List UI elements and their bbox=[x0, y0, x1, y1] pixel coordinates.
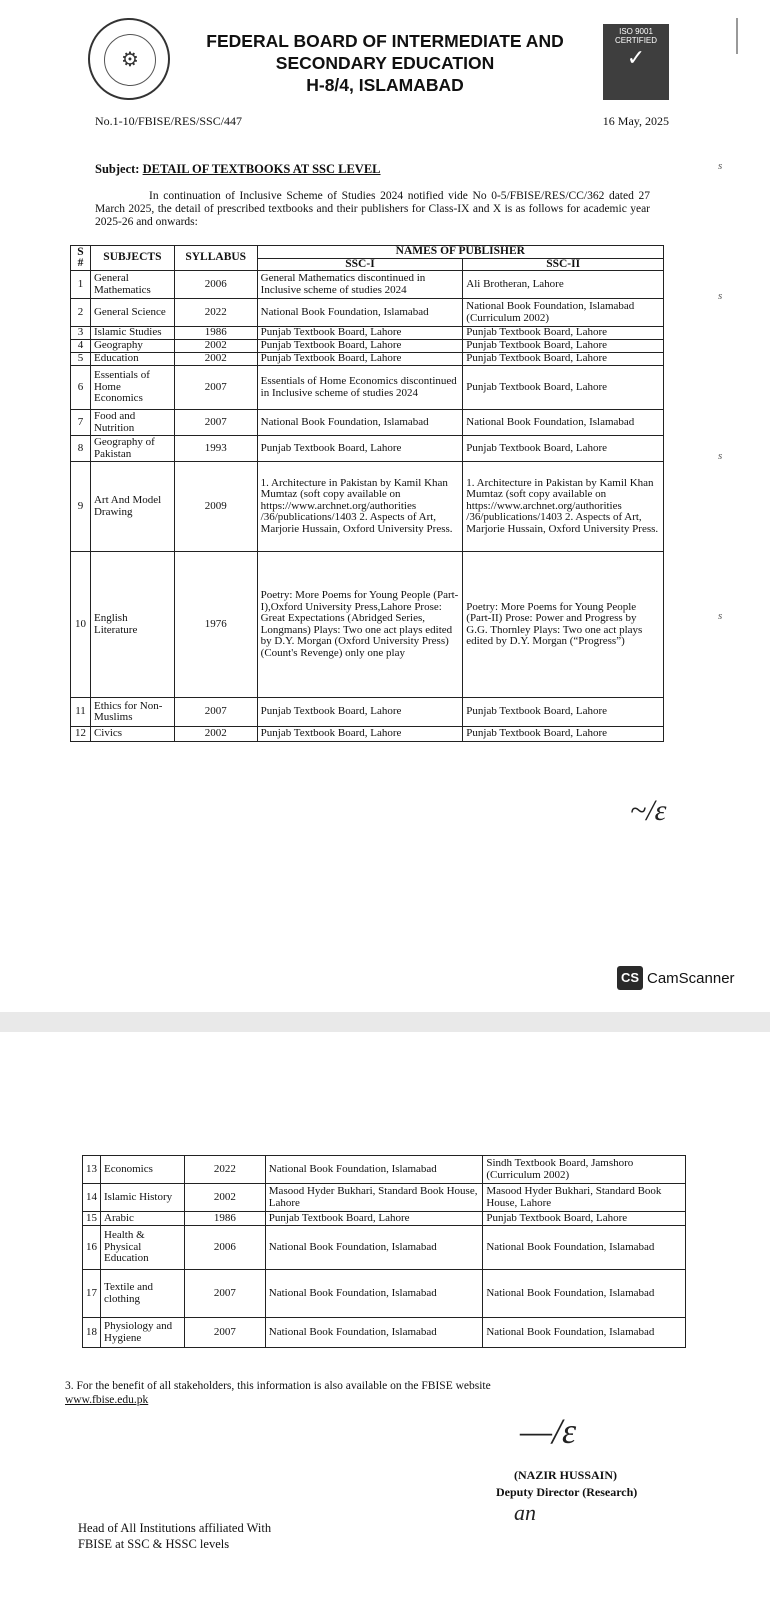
cell-sno: 8 bbox=[71, 436, 91, 462]
table-row bbox=[71, 410, 664, 436]
cell-ssc2: National Book Foundation, Islamabad bbox=[483, 1318, 686, 1348]
cell-subject: Islamic Studies bbox=[90, 327, 174, 340]
cell-ssc1: Punjab Textbook Board, Lahore bbox=[265, 1212, 483, 1226]
cell-ssc1: Punjab Textbook Board, Lahore bbox=[257, 340, 463, 353]
table-row bbox=[71, 552, 664, 698]
header-ssc1: SSC-I bbox=[257, 258, 463, 271]
logo-emblem-icon bbox=[104, 34, 156, 86]
cell-ssc2: Punjab Textbook Board, Lahore bbox=[463, 327, 664, 340]
cell-syllabus: 2006 bbox=[184, 1226, 265, 1270]
cell-ssc1: Masood Hyder Bukhari, Standard Book House, Lahore bbox=[265, 1184, 483, 1212]
cell-sno: 14 bbox=[83, 1184, 101, 1212]
cell-subject: English Literature bbox=[90, 552, 174, 698]
subject-text: DETAIL OF TEXTBOOKS AT SSC LEVEL bbox=[142, 162, 381, 176]
org-name-line2: SECONDARY EDUCATION bbox=[275, 53, 495, 73]
cell-subject: Islamic History bbox=[101, 1184, 185, 1212]
cell-subject: General Mathematics bbox=[90, 271, 174, 299]
cell-syllabus: 2009 bbox=[174, 462, 257, 552]
addressee-line2: FBISE at SSC & HSSC levels bbox=[78, 1537, 230, 1551]
margin-mark: s bbox=[718, 290, 723, 302]
iso-label: ISO 9001 CERTIFIED bbox=[614, 27, 658, 45]
cell-syllabus: 2006 bbox=[174, 271, 257, 299]
table-row bbox=[71, 462, 664, 552]
cell-ssc1: National Book Foundation, Islamabad bbox=[265, 1270, 483, 1318]
camscanner-logo-icon: CS bbox=[617, 966, 643, 990]
cell-sno: 11 bbox=[71, 698, 91, 727]
cell-ssc1: General Mathematics discontinued in Inclusive scheme of studies 2024 bbox=[257, 271, 463, 299]
signatory-name: (NAZIR HUSSAIN) bbox=[514, 1468, 618, 1482]
table-row bbox=[83, 1318, 686, 1348]
header-subjects: SUBJECTS bbox=[90, 246, 174, 271]
margin-mark: s bbox=[718, 610, 723, 622]
cell-syllabus: 2022 bbox=[174, 299, 257, 327]
initials-mark: an bbox=[514, 1500, 536, 1525]
addressee bbox=[78, 1520, 271, 1552]
cell-ssc2: Punjab Textbook Board, Lahore bbox=[483, 1212, 686, 1226]
cell-sno: 17 bbox=[83, 1270, 101, 1318]
cell-sno: 12 bbox=[71, 727, 91, 742]
cell-syllabus: 2022 bbox=[184, 1156, 265, 1184]
cell-syllabus: 2002 bbox=[174, 353, 257, 366]
margin-mark: s bbox=[718, 450, 723, 462]
cell-syllabus: 1976 bbox=[174, 552, 257, 698]
cell-ssc1: National Book Foundation, Islamabad bbox=[257, 299, 463, 327]
cell-ssc2: Punjab Textbook Board, Lahore bbox=[463, 436, 664, 462]
cell-sno: 5 bbox=[71, 353, 91, 366]
subject-line bbox=[95, 162, 381, 177]
cell-subject: Food and Nutrition bbox=[90, 410, 174, 436]
check-icon: ✓ bbox=[626, 45, 646, 70]
table-row bbox=[71, 327, 664, 340]
initials-signature: ~/ɛ bbox=[630, 794, 667, 827]
cell-subject: Ethics for Non-Muslims bbox=[90, 698, 174, 727]
cell-sno: 7 bbox=[71, 410, 91, 436]
signature: —/ɛ bbox=[520, 1411, 577, 1451]
cell-subject: Education bbox=[90, 353, 174, 366]
book-icon: ⚙ bbox=[121, 49, 139, 71]
cell-ssc1: National Book Foundation, Islamabad bbox=[265, 1318, 483, 1348]
cell-ssc2: Ali Brotheran, Lahore bbox=[463, 271, 664, 299]
cell-sno: 2 bbox=[71, 299, 91, 327]
cell-ssc2: National Book Foundation, Islamabad (Curriculum 2002) bbox=[463, 299, 664, 327]
cell-ssc1: Punjab Textbook Board, Lahore bbox=[257, 727, 463, 742]
cell-ssc2: National Book Foundation, Islamabad bbox=[483, 1226, 686, 1270]
cell-ssc1: Punjab Textbook Board, Lahore bbox=[257, 698, 463, 727]
cell-sno: 18 bbox=[83, 1318, 101, 1348]
subject-label: Subject: bbox=[95, 162, 140, 176]
letter-date: 16 May, 2025 bbox=[602, 114, 669, 128]
cell-sno: 9 bbox=[71, 462, 91, 552]
cell-syllabus: 2007 bbox=[174, 366, 257, 410]
cell-subject: Health & Physical Education bbox=[101, 1226, 185, 1270]
cell-ssc1: 1. Architecture in Pakistan by Kamil Khan Mumtaz (soft copy available on https://www.archnet.org/authorities /36/publications/1403 2. Aspects of Art, Marjorie Hussain, Oxford University Press. bbox=[257, 462, 463, 552]
cell-syllabus: 2007 bbox=[174, 410, 257, 436]
header-publishers: NAMES OF PUBLISHER bbox=[257, 246, 663, 259]
org-address: H-8/4, ISLAMABAD bbox=[306, 75, 464, 95]
table-row bbox=[83, 1156, 686, 1184]
cell-sno: 1 bbox=[71, 271, 91, 299]
cell-subject: Arabic bbox=[101, 1212, 185, 1226]
cell-syllabus: 1986 bbox=[184, 1212, 265, 1226]
table-row bbox=[83, 1226, 686, 1270]
scan-edge-line bbox=[736, 18, 738, 54]
header-sno: S # bbox=[71, 246, 91, 271]
cell-ssc2: Punjab Textbook Board, Lahore bbox=[463, 353, 664, 366]
camscanner-label: CamScanner bbox=[647, 969, 735, 987]
table-row bbox=[71, 698, 664, 727]
table-row bbox=[71, 299, 664, 327]
cell-sno: 4 bbox=[71, 340, 91, 353]
cell-ssc2: Sindh Textbook Board, Jamshoro (Curriculum 2002) bbox=[483, 1156, 686, 1184]
cell-ssc1: National Book Foundation, Islamabad bbox=[257, 410, 463, 436]
cell-ssc1: Poetry: More Poems for Young People (Part-I),Oxford University Press,Lahore Prose: Great Expectations (Abridged Series, Longmans) Plays: Two one act plays edited by D.Y. Morgan (Oxford University Press) (Count's Revenge) only one play bbox=[257, 552, 463, 698]
cell-syllabus: 2002 bbox=[174, 340, 257, 353]
cell-sno: 3 bbox=[71, 327, 91, 340]
cell-ssc1: Punjab Textbook Board, Lahore bbox=[257, 353, 463, 366]
cell-subject: General Science bbox=[90, 299, 174, 327]
textbook-table-continued bbox=[82, 1155, 686, 1348]
table-row bbox=[83, 1184, 686, 1212]
cell-subject: Essentials of Home Economics bbox=[90, 366, 174, 410]
cell-subject: Textile and clothing bbox=[101, 1270, 185, 1318]
cell-ssc2: 1. Architecture in Pakistan by Kamil Khan Mumtaz (soft copy available on https://www.archnet.org/authorities /36/publications/1403 2. Aspects of Art, Marjorie Hussain, Oxford University Press. bbox=[463, 462, 664, 552]
camscanner-watermark bbox=[617, 966, 735, 990]
table-row bbox=[71, 727, 664, 742]
cell-ssc1: National Book Foundation, Islamabad bbox=[265, 1156, 483, 1184]
cell-ssc1: Punjab Textbook Board, Lahore bbox=[257, 327, 463, 340]
cell-subject: Geography of Pakistan bbox=[90, 436, 174, 462]
reference-number: No.1-10/FBISE/RES/SSC/447 bbox=[95, 114, 243, 128]
cell-sno: 13 bbox=[83, 1156, 101, 1184]
cell-syllabus: 2002 bbox=[184, 1184, 265, 1212]
cell-ssc2: Poetry: More Poems for Young People (Part-II) Prose: Power and Progress by G.G. Thornley Plays: Two one act plays edited by D.Y. Morgan (“Progress”) bbox=[463, 552, 664, 698]
header-ssc2: SSC-II bbox=[463, 258, 664, 271]
margin-mark: s bbox=[718, 160, 723, 172]
cell-sno: 16 bbox=[83, 1226, 101, 1270]
cell-subject: Civics bbox=[90, 727, 174, 742]
cell-subject: Art And Model Drawing bbox=[90, 462, 174, 552]
cell-syllabus: 2007 bbox=[174, 698, 257, 727]
cell-ssc2: Masood Hyder Bukhari, Standard Book House, Lahore bbox=[483, 1184, 686, 1212]
cell-syllabus: 1986 bbox=[174, 327, 257, 340]
table-row bbox=[71, 366, 664, 410]
cell-subject: Physiology and Hygiene bbox=[101, 1318, 185, 1348]
table-row bbox=[83, 1270, 686, 1318]
cell-syllabus: 2007 bbox=[184, 1270, 265, 1318]
table-body-continued bbox=[83, 1156, 686, 1348]
cell-ssc1: Essentials of Home Economics discontinued in Inclusive scheme of studies 2024 bbox=[257, 366, 463, 410]
cell-ssc2: National Book Foundation, Islamabad bbox=[463, 410, 664, 436]
iso-certified-badge bbox=[603, 24, 669, 100]
cell-sno: 10 bbox=[71, 552, 91, 698]
cell-ssc2: Punjab Textbook Board, Lahore bbox=[463, 366, 664, 410]
header-syllabus: SYLLABUS bbox=[174, 246, 257, 271]
org-name-line1: FEDERAL BOARD OF INTERMEDIATE AND bbox=[206, 31, 564, 51]
textbook-table bbox=[70, 245, 664, 742]
intro-paragraph: In continuation of Inclusive Scheme of Studies 2024 notified vide No 0-5/FBISE/RES/CC/362 dated 27 March 2025, the detail of prescribed textbooks and their publishers for Class-IX and X is as follows for academic year 2025-26 and onwards: bbox=[95, 190, 650, 228]
cell-syllabus: 1993 bbox=[174, 436, 257, 462]
table-body bbox=[71, 271, 664, 742]
cell-subject: Economics bbox=[101, 1156, 185, 1184]
cell-subject: Geography bbox=[90, 340, 174, 353]
cell-ssc1: National Book Foundation, Islamabad bbox=[265, 1226, 483, 1270]
table-row bbox=[71, 353, 664, 366]
cell-sno: 15 bbox=[83, 1212, 101, 1226]
cell-ssc2: National Book Foundation, Islamabad bbox=[483, 1270, 686, 1318]
table-row bbox=[71, 271, 664, 299]
table-row bbox=[83, 1212, 686, 1226]
website-link[interactable]: www.fbise.edu.pk bbox=[65, 1394, 149, 1406]
cell-sno: 6 bbox=[71, 366, 91, 410]
cell-ssc1: Punjab Textbook Board, Lahore bbox=[257, 436, 463, 462]
addressee-line1: Head of All Institutions affiliated With bbox=[78, 1521, 272, 1535]
table-row bbox=[71, 340, 664, 353]
cell-ssc2: Punjab Textbook Board, Lahore bbox=[463, 698, 664, 727]
cell-syllabus: 2002 bbox=[174, 727, 257, 742]
fbise-logo bbox=[88, 18, 170, 100]
cell-ssc2: Punjab Textbook Board, Lahore bbox=[463, 340, 664, 353]
signatory-designation: Deputy Director (Research) bbox=[496, 1485, 638, 1499]
cell-syllabus: 2007 bbox=[184, 1318, 265, 1348]
closing-paragraph: 3. For the benefit of all stakeholders, this information is also available on the FBISE website bbox=[65, 1380, 491, 1392]
page-separator bbox=[0, 1012, 770, 1032]
letterhead bbox=[190, 30, 580, 96]
cell-ssc2: Punjab Textbook Board, Lahore bbox=[463, 727, 664, 742]
table-row bbox=[71, 436, 664, 462]
